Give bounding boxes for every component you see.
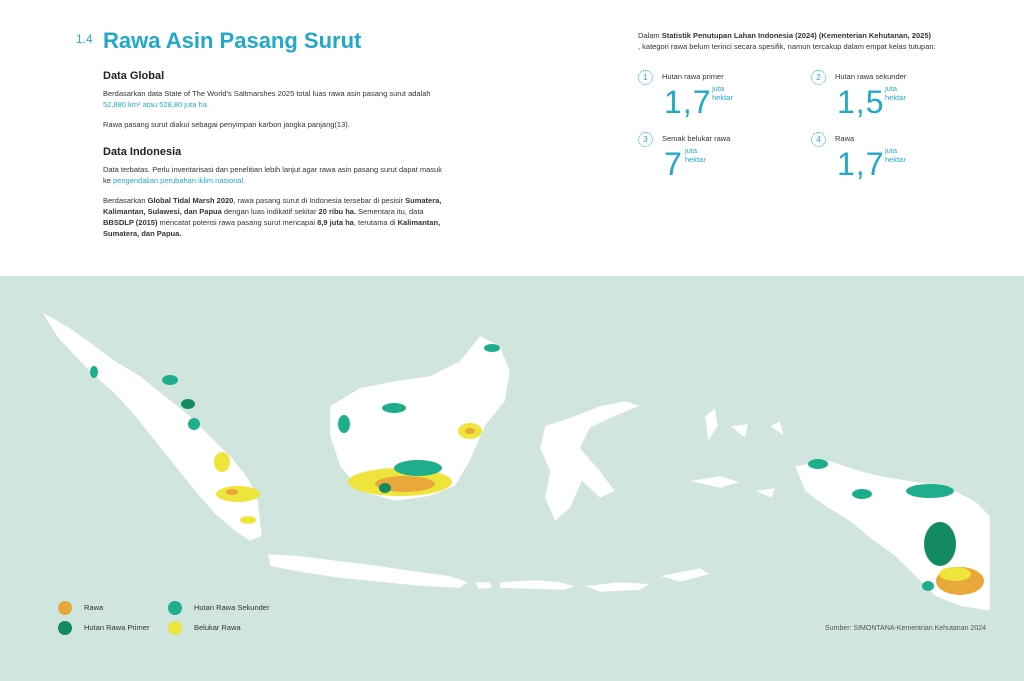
patch-hutan-rawa-sekunder: [808, 459, 828, 469]
patch-hutan-rawa-sekunder: [162, 375, 178, 385]
stat-number-icon: 4: [811, 132, 826, 147]
stat-label: Rawa: [835, 134, 855, 143]
patch-hutan-rawa-sekunder: [338, 415, 350, 433]
patch-hutan-rawa-sekunder: [852, 489, 872, 499]
legend-label: Belukar Rawa: [194, 623, 241, 632]
legend-label: Rawa: [84, 603, 104, 612]
patch-belukar-rawa: [214, 452, 230, 472]
land-nusa-tenggara: [475, 568, 710, 592]
stat-semak-belukar-rawa: [638, 132, 788, 192]
patch-rawa: [465, 428, 475, 434]
legend-label: Hutan Rawa Primer: [84, 623, 150, 632]
indonesia-data-heading: Data Indonesia: [103, 146, 182, 158]
page-title: Rawa Asin Pasang Surut: [103, 28, 362, 53]
stat-unit: juta hektar: [712, 84, 733, 102]
land-sumatra: [42, 312, 262, 541]
patch-hutan-rawa-sekunder: [906, 484, 954, 498]
indonesia-data-paragraph-2: Berdasarkan Global Tidal Marsh 2020, rawa pasang surut di Indonesia tersebar di pesisir Sumatera, Kalimantan, Sulawesi, dan Papua dengan luas indikatif sekitar 20 ribu ha. Sementara itu, data BBSDLP (2015) mencatat potensi rawa pasang surut mencapai 8,9 juta ha, terutama di Kalimantan, Sumatera, dan Papua.: [103, 196, 442, 238]
indonesia-data-paragraph-1: Data terbatas. Perlu inventarisasi dan penelitian lebih lanjut agar rawa asin pasang surut dapat masuk ke pengendalian perubahan iklim nasional.: [103, 165, 442, 185]
section-number: 1.4: [76, 32, 93, 46]
stat-unit: juta hektar: [885, 146, 906, 164]
stat-label: Hutan rawa sekunder: [835, 72, 907, 81]
legend-dot-icon: [168, 621, 182, 635]
stat-value: 7: [664, 146, 683, 182]
legend-dot-icon: [168, 601, 182, 615]
land-sulawesi: [540, 401, 640, 521]
stats-intro: Dalam Statistik Penutupan Lahan Indonesia (2024) (Kementerian Kehutanan, 2025) , kategori rawa belum terinci secara spesifik, namun tercakup dalam empat kelas tutupan:: [638, 31, 936, 51]
stat-unit: juta hektar: [885, 84, 906, 102]
stat-rawa: [811, 132, 961, 192]
legend-dot-icon: [58, 601, 72, 615]
stat-number-icon: 3: [638, 132, 653, 147]
stat-label: Hutan rawa primer: [662, 72, 724, 81]
stat-hutan-rawa-primer: [638, 70, 788, 130]
patch-rawa: [226, 489, 238, 495]
patch-belukar-rawa: [240, 516, 256, 524]
climate-control-link[interactable]: pengendalian perubahan iklim nasional.: [113, 176, 246, 185]
map-svg: [0, 276, 1024, 681]
legend-label: Hutan Rawa Sekunder: [194, 603, 270, 612]
patch-hutan-rawa-sekunder: [922, 581, 934, 591]
patch-hutan-rawa-sekunder: [484, 344, 500, 352]
global-data-paragraph-2: Rawa pasang surut diakui sebagai penyimpan karbon jangka panjang(13).: [103, 120, 350, 129]
stat-value: 1,7: [837, 146, 885, 182]
global-data-heading: Data Global: [103, 70, 165, 82]
stat-number-icon: 1: [638, 70, 653, 85]
stat-number-icon: 2: [811, 70, 826, 85]
patch-hutan-rawa-primer: [924, 522, 956, 566]
indonesia-data-section: [103, 146, 443, 248]
indonesia-map: [0, 276, 1024, 681]
global-data-paragraph-1: Berdasarkan data State of The World's Saltmarshes 2025 total luas rawa asin pasang surut adalah 52,880 km² atau 528,80 juta ha.: [103, 89, 431, 109]
stat-value: 1,7: [664, 84, 712, 120]
land-java: [268, 554, 468, 588]
stat-hutan-rawa-sekunder: [811, 70, 961, 130]
legend-dot-icon: [58, 621, 72, 635]
patch-belukar-rawa: [939, 567, 971, 581]
stat-label: Semak belukar rawa: [662, 134, 731, 143]
patch-hutan-rawa-primer: [379, 483, 391, 493]
patch-hutan-rawa-sekunder: [90, 366, 98, 378]
global-data-section: [103, 70, 443, 139]
patch-hutan-rawa-primer: [181, 399, 195, 409]
source-note: Sumber: SIMONTANA-Kementrian Kehutanan 2024: [825, 625, 986, 632]
patch-hutan-rawa-sekunder: [394, 460, 442, 476]
patch-belukar-rawa: [216, 486, 260, 502]
stat-value: 1,5: [837, 84, 885, 120]
stat-unit: juta hektar: [685, 146, 706, 164]
patch-hutan-rawa-sekunder: [382, 403, 406, 413]
global-area-highlight: 52,880 km² atau 528,80 juta ha.: [103, 100, 209, 109]
patch-hutan-rawa-sekunder: [188, 418, 200, 430]
land-maluku: [690, 408, 784, 498]
